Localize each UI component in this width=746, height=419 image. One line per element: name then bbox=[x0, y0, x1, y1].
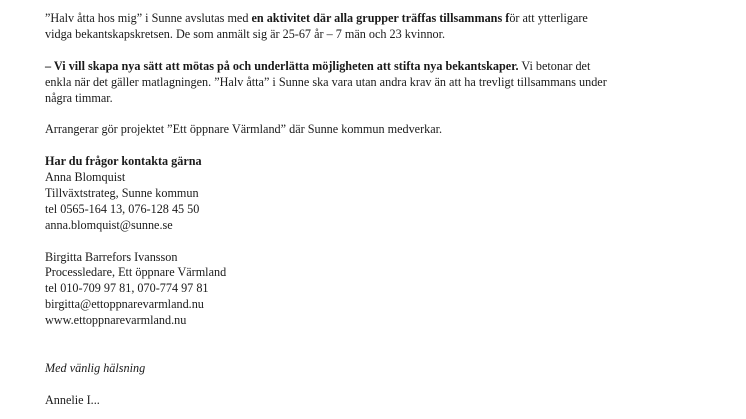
text: Vi betonar det enkla när det gäller matlagningen. ”Halv åtta” i Sunne ska vara utan andra krav än att ha trevligt tillsammans under några timmar. bbox=[45, 58, 607, 105]
bold-text: en aktivitet där alla grupper träffas tillsammans f bbox=[251, 11, 510, 25]
closing-greeting: Med vänlig hälsning bbox=[45, 360, 146, 375]
text: ”Halv åtta hos mig” i Sunne avslutas med bbox=[45, 11, 252, 25]
signature-name: Annelie I... bbox=[45, 392, 100, 407]
contact1-name: Anna Blomquist bbox=[45, 170, 126, 185]
paragraph-closing-activity bbox=[45, 11, 615, 43]
document-body bbox=[45, 11, 615, 409]
paragraph-organizer: Arrangerar gör projektet ”Ett öppnare Värmland” där Sunne kommun medverkar. bbox=[45, 122, 443, 137]
contact2-email: birgitta@ettoppnarevarmland.nu bbox=[45, 297, 204, 312]
contact1-phone: tel 0565-164 13, 076-128 45 50 bbox=[45, 201, 200, 216]
contact-heading: Har du frågor kontakta gärna bbox=[45, 154, 202, 169]
contact2-phone: tel 010-709 97 81, 070-774 97 81 bbox=[45, 281, 209, 296]
contact2-name: Birgitta Barrefors Ivansson bbox=[45, 249, 178, 264]
text: ör att ytterligare vidga bekantskapskretsen. De som anmält sig är 25-67 år – 7 män och 23 kvinnor. bbox=[45, 11, 588, 41]
contact2-title: Processledare, Ett öppnare Värmland bbox=[45, 265, 227, 280]
contact1-title: Tillväxtstrateg, Sunne kommun bbox=[45, 185, 199, 200]
bold-quote: – Vi vill skapa nya sätt att mötas på och underlätta möjligheten att stifta nya bekantskaper. bbox=[45, 58, 519, 73]
contact2-web: www.ettoppnarevarmland.nu bbox=[45, 313, 187, 328]
contact1-email: anna.blomquist@sunne.se bbox=[45, 217, 173, 232]
paragraph-quote bbox=[45, 59, 615, 107]
